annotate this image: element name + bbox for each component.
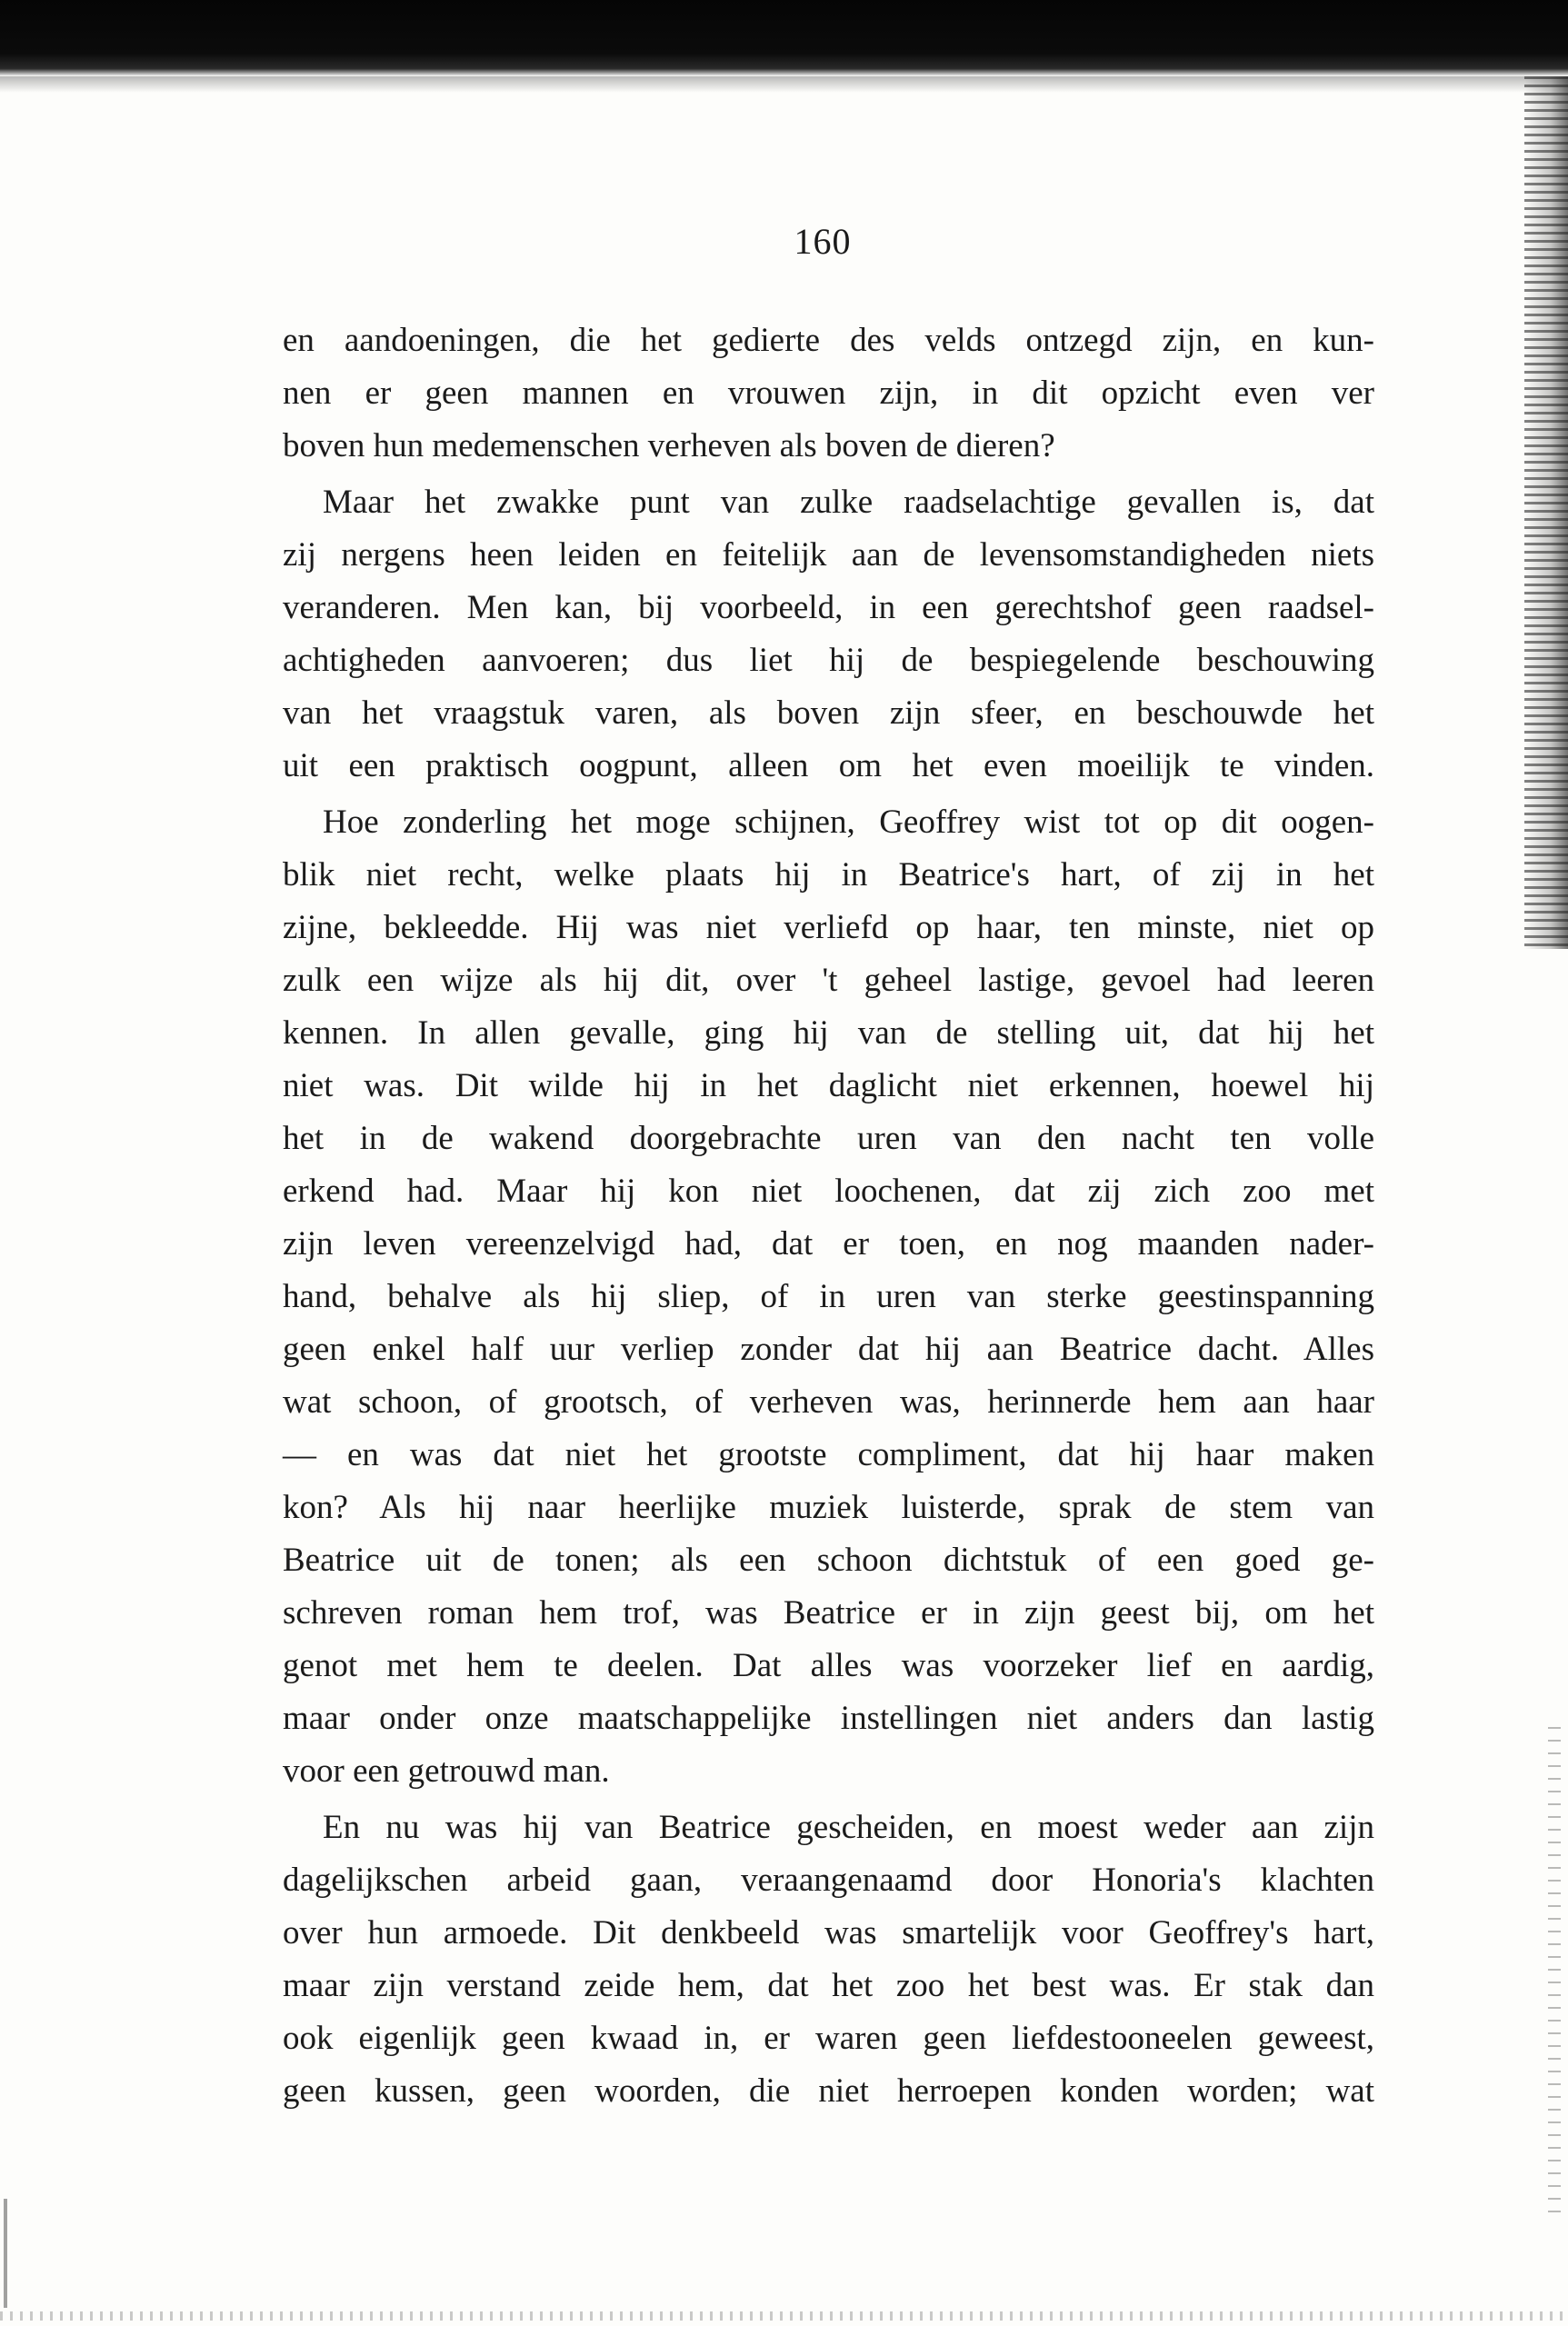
text-line: niet was. Dit wilde hij in het daglicht niet erkennen, hoewel hij: [283, 1067, 1374, 1104]
text-line: zulk een wijze als hij dit, over 't geheel lastige, gevoel had leeren: [283, 962, 1374, 999]
scan-noise-bottom-edge: [0, 2311, 1568, 2321]
text-line: en aandoeningen, die het gedierte des velds ontzegd zijn, en kun-: [283, 322, 1374, 359]
text-line: van het vraagstuk varen, als boven zijn sfeer, en beschouwde het: [283, 694, 1374, 732]
text-line: ook eigenlijk geen kwaad in, er waren geen liefdestooneelen geweest,: [283, 2020, 1374, 2057]
text-line: schreven roman hem trof, was Beatrice er in zijn geest bij, om het: [283, 1594, 1374, 1632]
text-line: En nu was hij van Beatrice gescheiden, en moest weder aan zijn: [323, 1809, 1374, 1846]
body-text: [283, 314, 1374, 2118]
text-line: veranderen. Men kan, bij voorbeeld, in een gerechtshof geen raadsel-: [283, 589, 1374, 626]
text-line: nen er geen mannen en vrouwen zijn, in dit opzicht even ver: [283, 374, 1374, 412]
text-line: het in de wakend doorgebrachte uren van den nacht ten volle: [283, 1120, 1374, 1157]
paragraph: [283, 1802, 1374, 2118]
text-line: geen enkel half uur verliep zonder dat hij aan Beatrice dacht. Alles: [283, 1331, 1374, 1368]
scan-noise-left-edge: [4, 2199, 7, 2308]
text-line: achtigheden aanvoeren; dus liet hij de bespiegelende beschouwing: [283, 642, 1374, 679]
paragraph: [283, 476, 1374, 793]
text-line: genot met hem te deelen. Dat alles was voorzeker lief en aardig,: [283, 1647, 1374, 1684]
text-line: zijn leven vereenzelvigd had, dat er toen, en nog maanden nader-: [283, 1225, 1374, 1263]
text-line: blik niet recht, welke plaats hij in Beatrice's hart, of zij in het: [283, 856, 1374, 893]
text-line: Maar het zwakke punt van zulke raadselachtige gevallen is, dat: [323, 484, 1374, 521]
text-line: geen kussen, geen woorden, die niet herroepen konden worden; wat: [283, 2072, 1374, 2110]
text-line: hand, behalve als hij sliep, of in uren van sterke geestinspanning: [283, 1278, 1374, 1315]
text-line: Beatrice uit de tonen; als een schoon dichtstuk of een goed ge-: [283, 1542, 1374, 1579]
text-line: kennen. In allen gevalle, ging hij van de stelling uit, dat hij het: [283, 1014, 1374, 1052]
text-line: zijne, bekleedde. Hij was niet verliefd op haar, ten minste, niet op: [283, 909, 1374, 946]
scan-border-top: [0, 0, 1568, 76]
scan-noise-right-edge: [1524, 76, 1568, 949]
text-line: erkend had. Maar hij kon niet loochenen, dat zij zich zoo met: [283, 1173, 1374, 1210]
text-line: maar zijn verstand zeide hem, dat het zoo het best was. Er stak dan: [283, 1967, 1374, 2004]
text-line: kon? Als hij naar heerlijke muziek luisterde, sprak de stem van: [283, 1489, 1374, 1526]
page-number: 160: [794, 221, 852, 262]
text-line: — en was dat niet het grootste compliment, dat hij haar maken: [283, 1436, 1374, 1473]
scan-noise-right-edge-lower: [1548, 1727, 1561, 2218]
text-line: voor een getrouwd man.: [283, 1752, 610, 1790]
text-line: zij nergens heen leiden en feitelijk aan de levensomstandigheden niets: [283, 536, 1374, 574]
paragraph: [283, 314, 1374, 473]
text-line: maar onder onze maatschappelijke instellingen niet anders dan lastig: [283, 1700, 1374, 1737]
text-line: uit een praktisch oogpunt, alleen om het even moeilijk te vinden.: [283, 747, 1374, 784]
paragraph: [283, 796, 1374, 1798]
text-line: wat schoon, of grootsch, of verheven was, herinnerde hem aan haar: [283, 1383, 1374, 1421]
text-line: dagelijkschen arbeid gaan, veraangenaamd door Honoria's klachten: [283, 1862, 1374, 1899]
text-line: Hoe zonderling het moge schijnen, Geoffrey wist tot op dit oogen-: [323, 804, 1374, 841]
text-line: boven hun medemenschen verheven als boven de dieren?: [283, 427, 1055, 464]
text-line: over hun armoede. Dit denkbeeld was smartelijk voor Geoffrey's hart,: [283, 1914, 1374, 1952]
scan-shadow-top: [0, 76, 1568, 93]
